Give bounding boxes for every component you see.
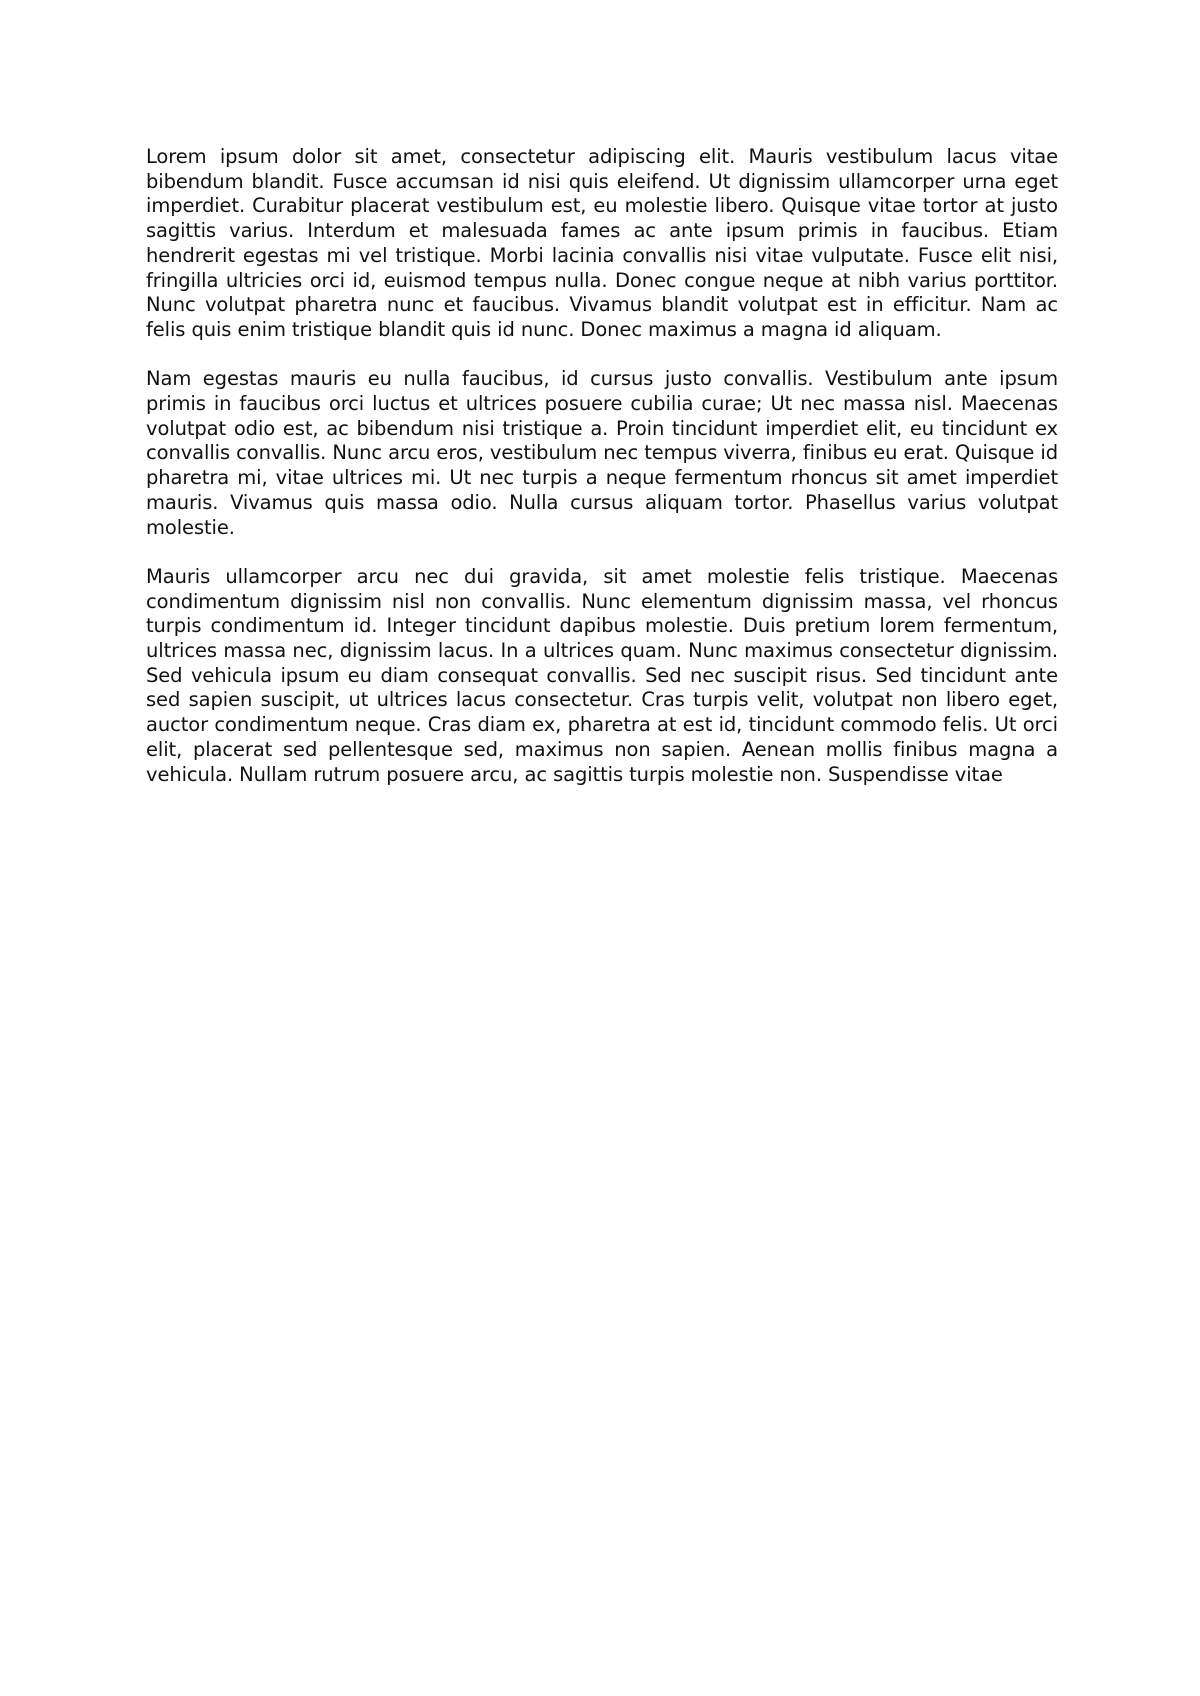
document-body [146, 145, 1058, 787]
paragraph-1: Lorem ipsum dolor sit amet, consectetur adipiscing elit. Mauris vestibulum lacus vitae bibendum blandit. Fusce accumsan id nisi quis eleifend. Ut dignissim ullamcorper urna eget imperdiet. Curabitur placerat vestibulum est, eu molestie libero. Quisque vitae tortor at justo sagittis varius. Interdum et malesuada fames ac ante ipsum primis in faucibus. Etiam hendrerit egestas mi vel tristique. Morbi lacinia convallis nisi vitae vulputate. Fusce elit nisi, fringilla ultricies orci id, euismod tempus nulla. Donec congue neque at nibh varius porttitor. Nunc volutpat pharetra nunc et faucibus. Vivamus blandit volutpat est in efficitur. Nam ac felis quis enim tristique blandit quis id nunc. Donec maximus a magna id aliquam. [146, 145, 1058, 341]
paragraph-2: Nam egestas mauris eu nulla faucibus, id cursus justo convallis. Vestibulum ante ipsum primis in faucibus orci luctus et ultrices posuere cubilia curae; Ut nec massa nisl. Maecenas volutpat odio est, ac bibendum nisi tristique a. Proin tincidunt imperdiet elit, eu tincidunt ex convallis convallis. Nunc arcu eros, vestibulum nec tempus viverra, finibus eu erat. Quisque id pharetra mi, vitae ultrices mi. Ut nec turpis a neque fermentum rhoncus sit amet imperdiet mauris. Vivamus quis massa odio. Nulla cursus aliquam tortor. Phasellus varius volutpat molestie. [146, 367, 1058, 539]
paragraph-3: Mauris ullamcorper arcu nec dui gravida, sit amet molestie felis tristique. Maecenas condimentum dignissim nisl non convallis. Nunc elementum dignissim massa, vel rhoncus turpis condimentum id. Integer tincidunt dapibus molestie. Duis pretium lorem fermentum, ultrices massa nec, dignissim lacus. In a ultrices quam. Nunc maximus consectetur dignissim. Sed vehicula ipsum eu diam consequat convallis. Sed nec suscipit risus. Sed tincidunt ante sed sapien suscipit, ut ultrices lacus consectetur. Cras turpis velit, volutpat non libero eget, auctor condimentum neque. Cras diam ex, pharetra at est id, tincidunt commodo felis. Ut orci elit, placerat sed pellentesque sed, maximus non sapien. Aenean mollis finibus magna a vehicula. Nullam rutrum posuere arcu, ac sagittis turpis molestie non. Suspendisse vitae [146, 564, 1058, 786]
